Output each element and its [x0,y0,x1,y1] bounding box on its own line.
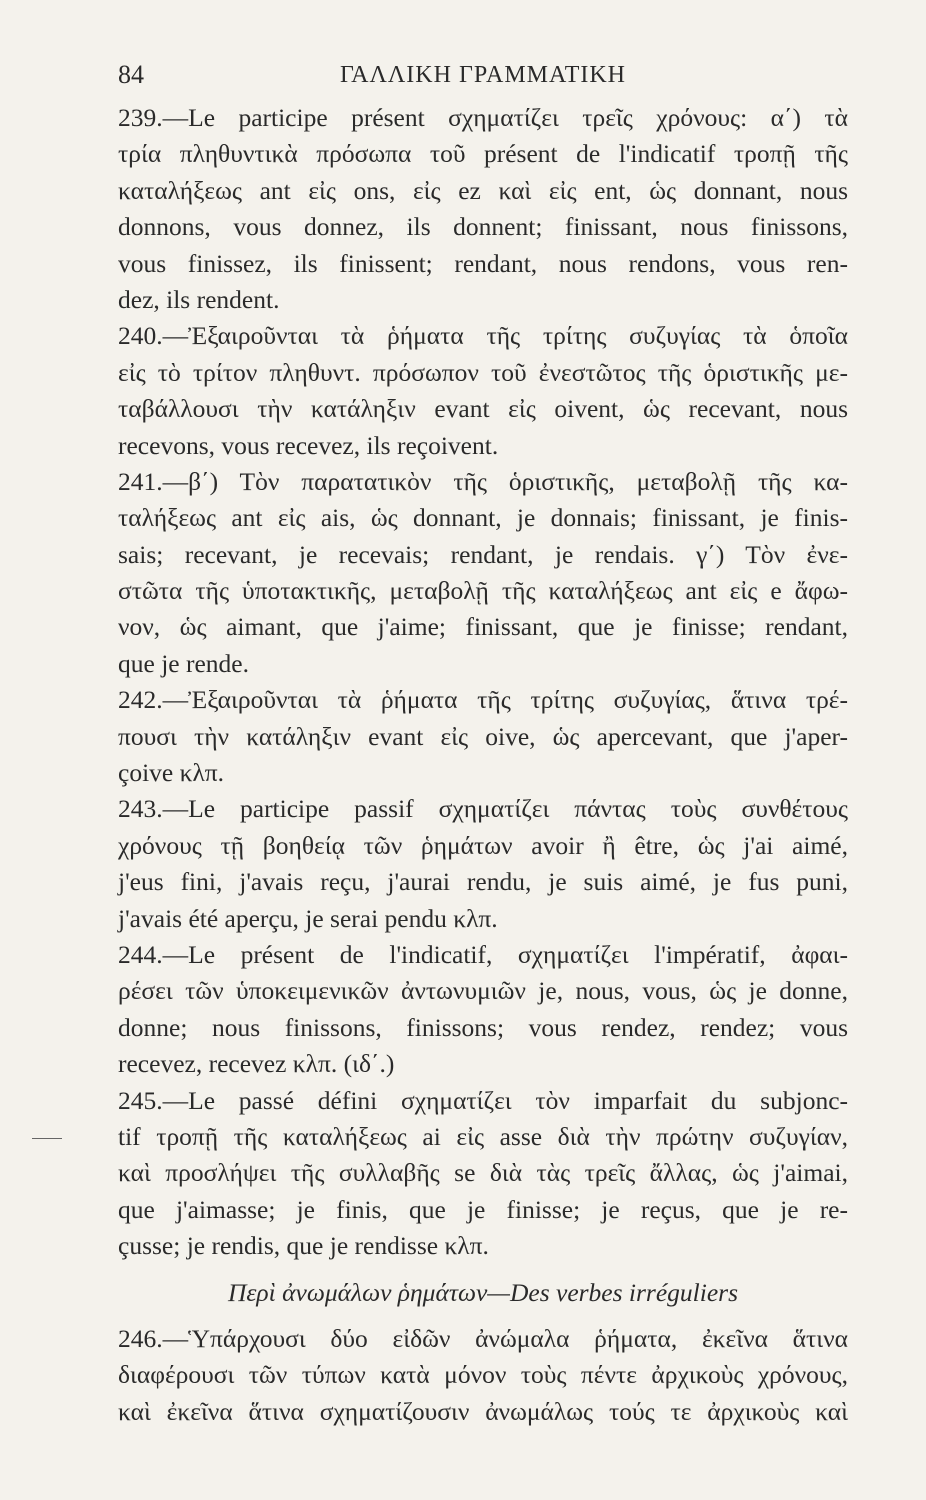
section-heading: Περὶ ἀνωμάλων ῥημάτων—Des verbes irréguliers [227,1277,739,1307]
running-head: ΓΑΛΛΙΚΗ ΓΡΑΜΜΑΤΙΚΗ [339,62,627,88]
text-line: εἰς τὸ τρίτον πληθυντ. πρόσωπον τοῦ ἐνεστῶτος τῆς ὁριστικῆς με- [118,357,848,387]
text-line: καταλήξεως ant εἰς ons, εἰς ez καὶ εἰς ent, ὡς donnant, nous [118,175,848,205]
text-line: καὶ προσλήψει τῆς συλλαβῆς se διὰ τὰς τρεῖς ἄλλας, ὡς j'aimai, [118,1158,848,1188]
text-line: donnons, vous donnez, ils donnent; finissant, nous finissons, [118,212,848,242]
text-line: τρία πληθυντικὰ πρόσωπα τοῦ présent de l'indicatif τροπῇ τῆς [118,139,848,169]
text-line: 240.—Ἐξαιροῦνται τὰ ῥήματα τῆς τρίτης συζυγίας τὰ ὁποῖα [118,321,848,351]
page-number: 84 [118,60,144,89]
text-line: ταλήξεως ant εἰς ais, ὡς donnant, je donnais; finissant, je finis- [118,503,848,533]
text-line: 246.—Ὑπάρχουσι δύο εἰδῶν ἀνώμαλα ῥήματα, ἐκεῖνα ἅτινα [118,1323,848,1353]
text-line: 244.—Le présent de l'indicatif, σχηματίζει l'impératif, ἀφαι- [118,939,848,969]
text-line: 242.—Ἐξαιροῦνται τὰ ῥήματα τῆς τρίτης συζυγίας, ἅτινα τρέ- [118,685,848,715]
text-line: çusse; je rendis, que je rendisse κλπ. [118,1231,489,1261]
text-line: donne; nous finissons, finissons; vous rendez, rendez; vous [118,1012,848,1042]
text-line: j'avais été aperçu, je serai pendu κλπ. [118,903,498,933]
text-line: καὶ ἐκεῖνα ἅτινα σχηματίζουσιν ἀνωμάλως τούς τε ἀρχικοὺς καὶ [118,1396,848,1426]
page-header [118,60,848,100]
section-gap [118,1265,848,1275]
text-line: vous finissez, ils finissent; rendant, nous rendons, vous ren- [118,248,848,278]
page [118,60,848,1430]
text-line: sais; recevant, je recevais; rendant, je rendais. γ΄) Τὸν ἐνε- [118,539,848,569]
body-text [118,100,848,1430]
text-line: πουσι τὴν κατάληξιν evant εἰς oive, ὡς apercevant, que j'aper- [118,721,848,751]
text-line: 245.—Le passé défini σχηματίζει τὸν imparfait du subjonc- [118,1085,848,1115]
text-line: recevez, recevez κλπ. (ιδ΄.) [118,1049,395,1079]
text-line: ρέσει τῶν ὑποκειμενικῶν ἀντωνυμιῶν je, nous, vous, ὡς je donne, [118,976,848,1006]
text-line: recevons, vous recevez, ils reçoivent. [118,430,499,460]
text-line: νον, ὡς aimant, que j'aime; finissant, que je finisse; rendant, [118,612,848,642]
text-line: dez, ils rendent. [118,284,280,314]
margin-mark [32,1138,62,1139]
text-line: 241.—β΄) Τὸν παρατατικὸν τῆς ὁριστικῆς, μεταβολῇ τῆς κα- [118,466,848,496]
text-line: διαφέρουσι τῶν τύπων κατὰ μόνον τοὺς πέντε ἀρχικοὺς χρόνους, [118,1360,848,1390]
text-line: ταβάλλουσι τὴν κατάληξιν evant εἰς oivent, ὡς recevant, nous [118,394,848,424]
text-line: j'eus fini, j'avais reçu, j'aurai rendu, je suis aimé, je fus puni, [118,867,848,897]
text-line: que j'aimasse; je finis, que je finisse; je reçus, que je re- [118,1194,848,1224]
text-line: 239.—Le participe présent σχηματίζει τρεῖς χρόνους: α΄) τὰ [118,103,848,132]
section-gap [118,1311,848,1321]
text-line: que je rende. [118,648,249,678]
text-line: 243.—Le participe passif σχηματίζει πάντας τοὺς συνθέτους [118,794,848,824]
text-line: στῶτα τῆς ὑποτακτικῆς, μεταβολῇ τῆς καταλήξεως ant εἰς e ἄφω- [118,576,848,606]
text-line: tif τροπῇ τῆς καταλήξεως ai εἰς asse διὰ τὴν πρώτην συζυγίαν, [118,1121,848,1151]
text-line: χρόνους τῇ βοηθείᾳ τῶν ῥημάτων avoir ἢ être, ὡς j'ai aimé, [118,830,848,860]
text-line: çoive κλπ. [118,758,225,788]
